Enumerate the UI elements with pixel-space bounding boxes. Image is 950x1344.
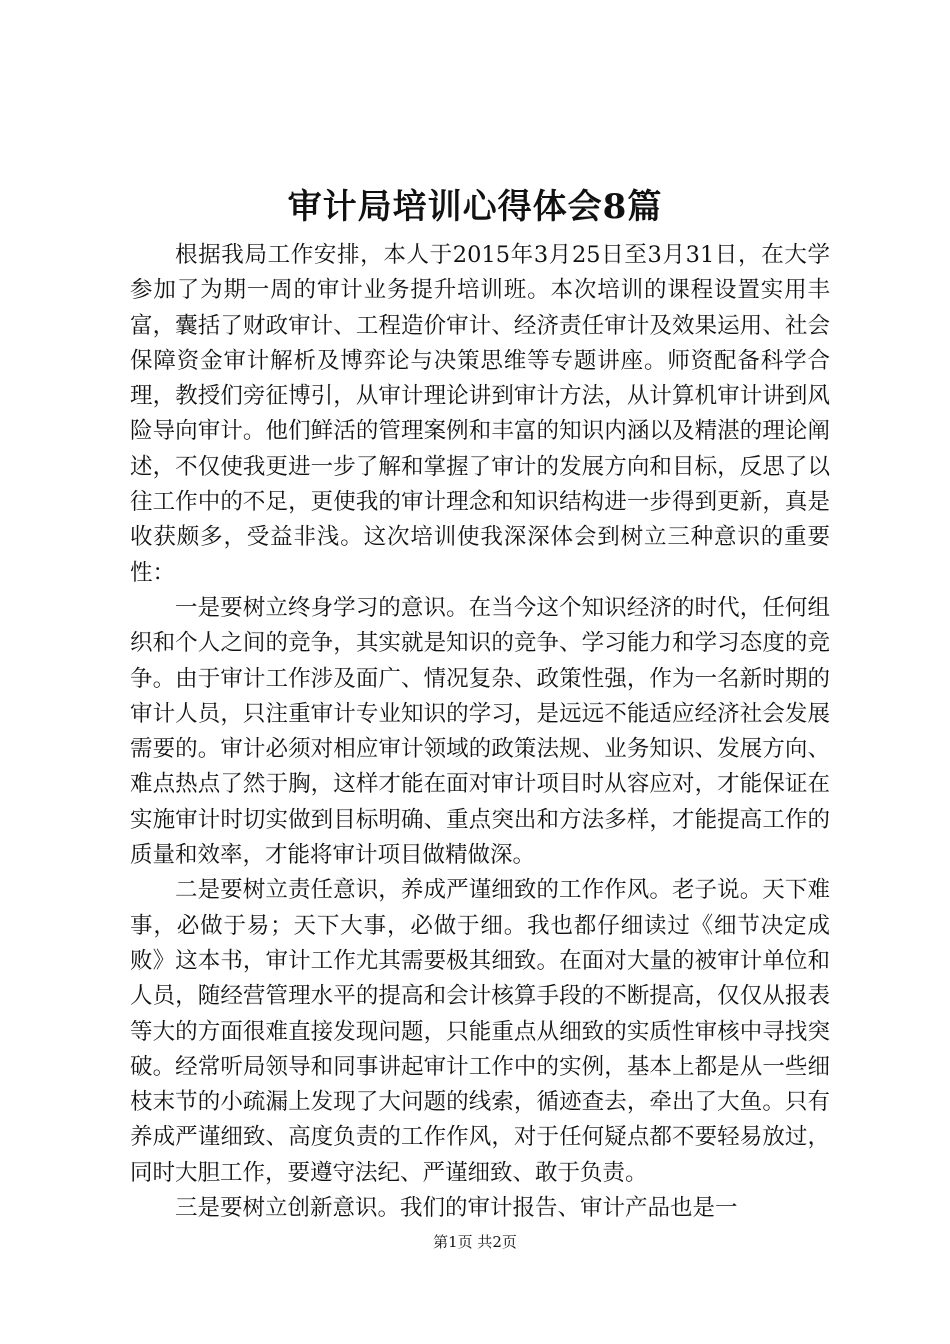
document-title: 审计局培训心得体会8篇 xyxy=(287,187,663,227)
paragraph-lifelong-learning: 一是要树立终身学习的意识。在当今这个知识经济的时代，任何组织和个人之间的竞争，其实就是知识的竞争、学习能力和学习态度的竞争。由于审计工作涉及面广、情况复杂、政策性强，作为一名新时期的审计人员，只注重审计专业知识的学习，是远远不能适应经济社会发展需要的。审计必须对相应审计领域的政策法规、业务知识、发展方向、难点热点了然于胸，这样才能在面对审计项目时从容应对，才能保证在实施审计时切实做到目标明确、重点突出和方法多样，才能提高工作的质量和效率，才能将审计项目做精做深。 xyxy=(130,594,830,869)
paragraph-intro: 根据我局工作安排，本人于2015年3月25日至3月31日，在大学参加了为期一周的审计业务提升培训班。本次培训的课程设置实用丰富，囊括了财政审计、工程造价审计、经济责任审计及效果运用、社会保障资金审计解析及博弈论与决策思维等专题讲座。师资配备科学合理，教授们旁征博引，从审计理论讲到审计方法，从计算机审计讲到风险导向审计。他们鲜活的管理案例和丰富的知识内涵以及精湛的理论阐述，不仅使我更进一步了解和掌握了审计的发展方向和目标，反思了以往工作中的不足，更使我的审计理念和知识结构进一步得到更新，真是收获颇多，受益非浅。这次培训使我深深体会到树立三种意识的重要性： xyxy=(130,242,830,586)
page-number-footer: 第1页 共2页 xyxy=(433,1233,517,1251)
paragraph-innovation: 三是要树立创新意识。我们的审计报告、审计产品也是一 xyxy=(175,1195,738,1222)
document-body xyxy=(130,238,830,1226)
paragraph-responsibility: 二是要树立责任意识，养成严谨细致的工作作风。老子说。天下难事，必做于易；天下大事，必做于细。我也都仔细读过《细节决定成败》这本书，审计工作尤其需要极其细致。在面对大量的被审计单位和人员，随经营管理水平的提高和会计核算手段的不断提高，仅仅从报表等大的方面很难直接发现问题，只能重点从细致的实质性审核中寻找突破。经常听局领导和同事讲起审计工作中的实例，基本上都是从一些细枝末节的小疏漏上发现了大问题的线索，循迹查去，牵出了大鱼。只有养成严谨细致、高度负责的工作作风，对于任何疑点都不要轻易放过，同时大胆工作，要遵守法纪、严谨细致、敢于负责。 xyxy=(130,877,830,1186)
